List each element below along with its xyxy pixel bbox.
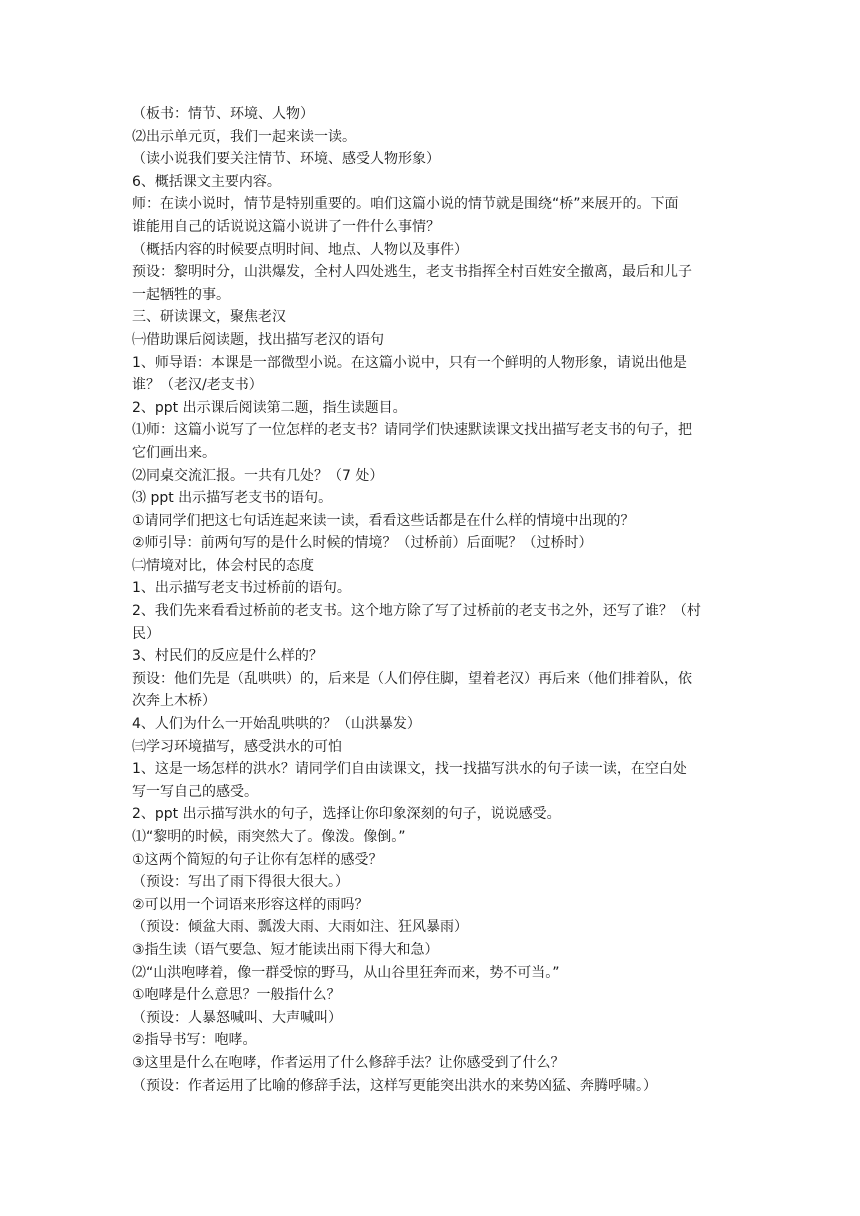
text-line: 2、ppt 出示描写洪水的句子，选择让你印象深刻的句子，说说感受。 (132, 806, 561, 823)
text-line: ③这里是什么在咆哮，作者运用了什么修辞手法？让你感受到了什么？ (132, 1054, 565, 1071)
text-line: （预设：作者运用了比喻的修辞手法，这样写更能突出洪水的来势凶猛、奔腾呼啸。） (132, 1077, 657, 1094)
text-line: ①咆哮是什么意思？一般指什么？ (132, 987, 341, 1004)
text-line: 3、村民们的反应是什么样的？ (132, 648, 323, 665)
text-line: 三、研读课文，聚焦老汉 (132, 309, 286, 326)
text-line: 次奔上木桥） (132, 693, 216, 710)
text-line: ㈢学习环境描写，感受洪水的可怕 (132, 738, 342, 755)
text-line: 它们画出来。 (132, 444, 216, 461)
text-line: （概括内容的时候要点明时间、地点、人物以及事件） (132, 241, 468, 258)
text-line: （预设：人暴怒喊叫、大声喊叫） (132, 1009, 342, 1026)
text-line: ②师引导：前两句写的是什么时候的情境？（过桥前）后面呢？（过桥时） (132, 535, 593, 552)
text-line: 预设：他们先是（乱哄哄）的，后来是（人们停住脚，望着老汉）再后来（他们排着队，依 (132, 670, 692, 687)
text-line: ㈠借助课后阅读题，找出描写老汉的语句 (132, 331, 384, 348)
text-line: 民） (132, 625, 160, 642)
text-line: （预设：倾盆大雨、瓢泼大雨、大雨如注、狂风暴雨） (132, 919, 468, 936)
text-line: 预设：黎明时分，山洪爆发，全村人四处逃生，老支书指挥全村百姓安全撤离，最后和儿子 (132, 264, 692, 281)
text-line: ⑵“山洪咆哮着，像一群受惊的野马，从山谷里狂奔而来，势不可当。” (132, 964, 560, 981)
text-line: ②指导书写：咆哮。 (132, 1032, 257, 1049)
text-line: （预设：写出了雨下得很大很大。） (132, 874, 349, 891)
text-line: ①这两个简短的句子让你有怎样的感受？ (132, 851, 383, 868)
text-line: ③指生读（语气要急、短才能读出雨下得大和急） (132, 941, 439, 958)
text-line: 1、师导语：本课是一部微型小说。在这篇小说中，只有一个鲜明的人物形象，请说出他是 (132, 354, 687, 371)
text-line: 谁？（老汉/老支书） (132, 377, 263, 394)
text-line: ⑵出示单元页，我们一起来读一读。 (132, 128, 356, 145)
text-line: 2、我们先来看看过桥前的老支书。这个地方除了写了过桥前的老支书之外，还写了谁？（村 (132, 603, 701, 620)
text-line: 2、ppt 出示课后阅读第二题，指生读题目。 (132, 399, 407, 416)
text-line: ⑴“黎明的时候，雨突然大了。像泼。像倒。” (132, 829, 406, 845)
text-line: 1、这是一场怎样的洪水？请同学们自由读课文，找一找描写洪水的句子读一读，在空白处 (132, 761, 687, 778)
text-line: 谁能用自己的话说说这篇小说讲了一件什么事情？ (132, 218, 440, 235)
text-line: （读小说我们要关注情节、环境、感受人物形象） (132, 151, 440, 168)
text-line: 写一写自己的感受。 (132, 783, 258, 800)
text-line: 一起牺牲的事。 (132, 286, 230, 303)
document-body (132, 103, 732, 1097)
text-line: ⑴师：这篇小说写了一位怎样的老支书？请同学们快速默读课文找出描写老支书的句子，把 (132, 422, 692, 439)
text-line: ①请同学们把这七句话连起来读一读，看看这些话都是在什么样的情境中出现的？ (132, 512, 635, 529)
text-line: 1、出示描写老支书过桥前的语句。 (132, 580, 351, 597)
text-line: ⑵同桌交流汇报。一共有几处？（7 处） (132, 467, 384, 484)
text-line: 4、人们为什么一开始乱哄哄的？（山洪暴发） (132, 716, 421, 733)
text-line: ②可以用一个词语来形容这样的雨吗？ (132, 896, 369, 913)
text-line: ㈡情境对比，体会村民的态度 (132, 557, 314, 574)
text-line: 师：在读小说时，情节是特别重要的。咱们这篇小说的情节就是围绕“桥”来展开的。下面 (132, 196, 679, 213)
text-line: 6、概括课文主要内容。 (132, 173, 281, 190)
text-line: （板书：情节、环境、人物） (132, 106, 314, 122)
text-line: ⑶ ppt 出示描写老支书的语句。 (132, 490, 333, 507)
